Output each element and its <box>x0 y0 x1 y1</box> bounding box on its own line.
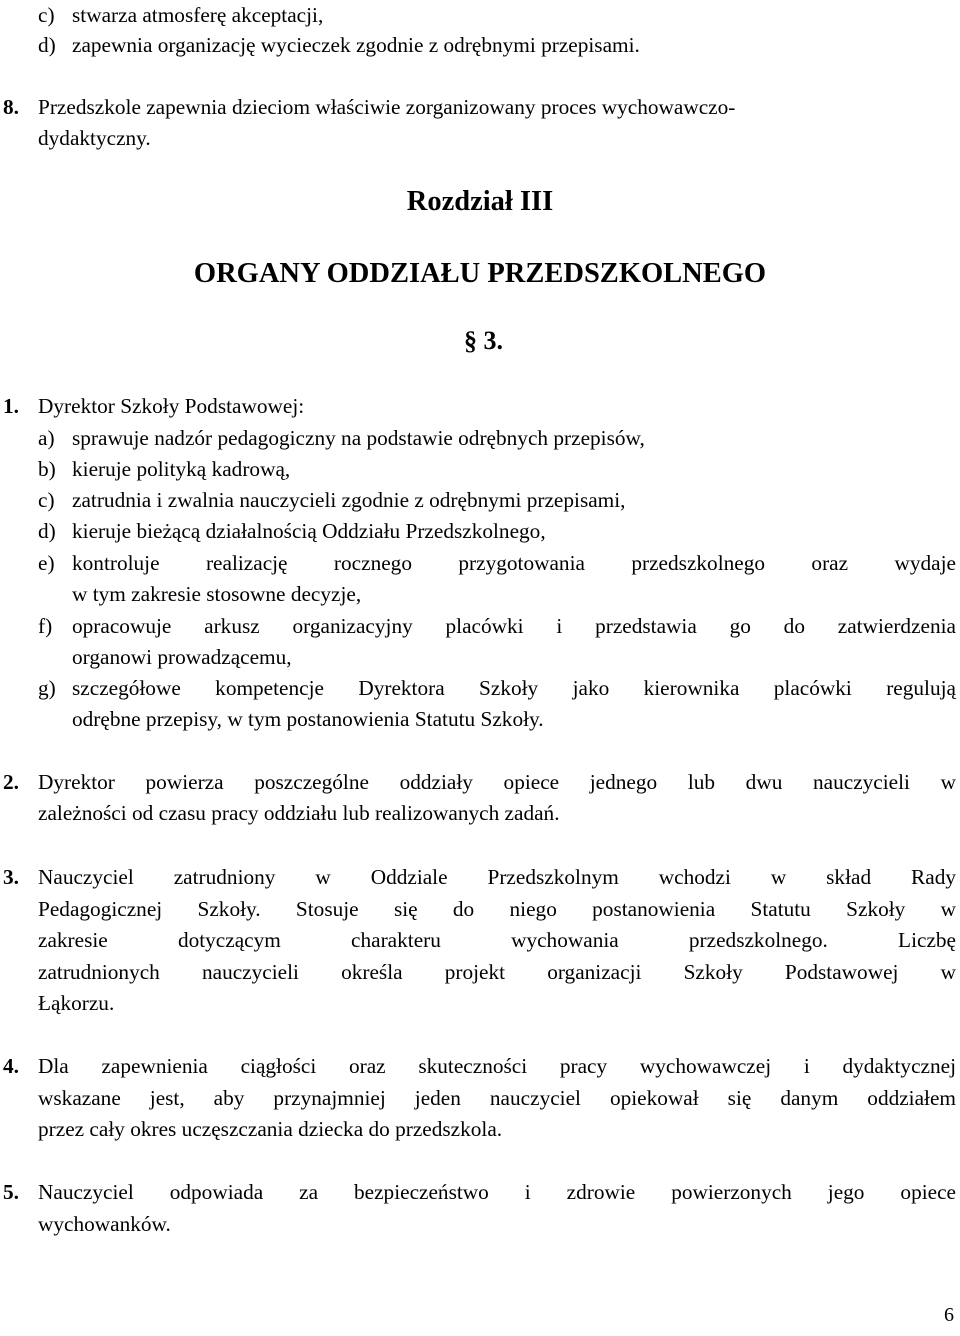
paragraph-number: 1. <box>3 394 19 418</box>
page-number: 6 <box>944 1304 954 1326</box>
list-letter: d) <box>38 519 56 543</box>
paragraph-number: 3. <box>3 865 19 889</box>
list-item-text: odrębne przepisy, w tym postanowienia Statutu Szkoły. <box>72 707 544 731</box>
list-item-text: kieruje polityką kadrową, <box>72 457 291 481</box>
paragraph-text: Dla zapewnienia ciągłości oraz skuteczności pracy wychowawczej i dydaktycznej <box>38 1054 956 1078</box>
paragraph-number: 2. <box>3 770 19 794</box>
paragraph-text: wskazane jest, aby przynajmniej jeden nauczyciel opiekował się danym oddziałem <box>38 1086 956 1110</box>
paragraph-text: Nauczyciel odpowiada za bezpieczeństwo i zdrowie powierzonych jego opiece <box>38 1180 956 1204</box>
paragraph-number: 5. <box>3 1180 19 1204</box>
list-item-text: organowi prowadzącemu, <box>72 645 292 669</box>
paragraph-text: zakresie dotyczącym charakteru wychowania przedszkolnego. Liczbę <box>38 928 956 952</box>
paragraph-text: Dyrektor powierza poszczególne oddziały opiece jednego lub dwu nauczycieli w <box>38 770 956 794</box>
chapter-subtitle: ORGANY ODDZIAŁU PRZEDSZKOLNEGO <box>193 258 767 289</box>
list-letter: g) <box>38 676 56 700</box>
list-letter: c) <box>38 488 55 512</box>
paragraph-text: przez cały okres uczęszczania dziecka do przedszkola. <box>38 1117 503 1141</box>
paragraph-text: Łąkorzu. <box>38 991 115 1015</box>
list-letter: b) <box>38 457 56 481</box>
list-item-text: stwarza atmosferę akceptacji, <box>72 3 324 27</box>
list-letter: f) <box>38 614 53 638</box>
paragraph-text: zależności od czasu pracy oddziału lub realizowanych zadań. <box>38 801 560 825</box>
list-item-text: zatrudnia i zwalnia nauczycieli zgodnie z odrębnymi przepisami, <box>72 488 626 512</box>
list-item-text: kieruje bieżącą działalnością Oddziału Przedszkolnego, <box>72 519 546 543</box>
paragraph-text: dydaktyczny. <box>38 126 151 150</box>
paragraph-number: 8. <box>3 95 19 119</box>
paragraph-number: 4. <box>3 1054 19 1078</box>
paragraph-intro: Dyrektor Szkoły Podstawowej: <box>38 394 305 418</box>
paragraph-text: wychowanków. <box>38 1212 171 1236</box>
paragraph-text: Pedagogicznej Szkoły. Stosuje się do niego postanowienia Statutu Szkoły w <box>38 897 956 921</box>
list-item-text: kontroluje realizację rocznego przygotowania przedszkolnego oraz wydaje <box>72 551 956 575</box>
list-letter: d) <box>38 33 56 57</box>
list-letter: c) <box>38 3 55 27</box>
list-letter: e) <box>38 551 55 575</box>
paragraph-text: zatrudnionych nauczycieli określa projekt organizacji Szkoły Podstawowej w <box>38 960 956 984</box>
list-item-text: zapewnia organizację wycieczek zgodnie z odrębnymi przepisami. <box>72 33 640 57</box>
list-item-text: w tym zakresie stosowne decyzje, <box>72 582 362 606</box>
paragraph-text: Przedszkole zapewnia dzieciom właściwie zorganizowany proces wychowawczo- <box>38 95 736 119</box>
section-mark: § 3. <box>464 326 503 355</box>
paragraph-text: Nauczyciel zatrudniony w Oddziale Przedszkolnym wchodzi w skład Rady <box>38 865 956 889</box>
list-item-text: opracowuje arkusz organizacyjny placówki i przedstawia go do zatwierdzenia <box>72 614 956 638</box>
list-letter: a) <box>38 426 55 450</box>
list-item-text: szczegółowe kompetencje Dyrektora Szkoły jako kierownika placówki regulują <box>72 676 956 700</box>
chapter-title: Rozdział III <box>406 186 554 217</box>
list-item-text: sprawuje nadzór pedagogiczny na podstawie odrębnych przepisów, <box>72 426 645 450</box>
